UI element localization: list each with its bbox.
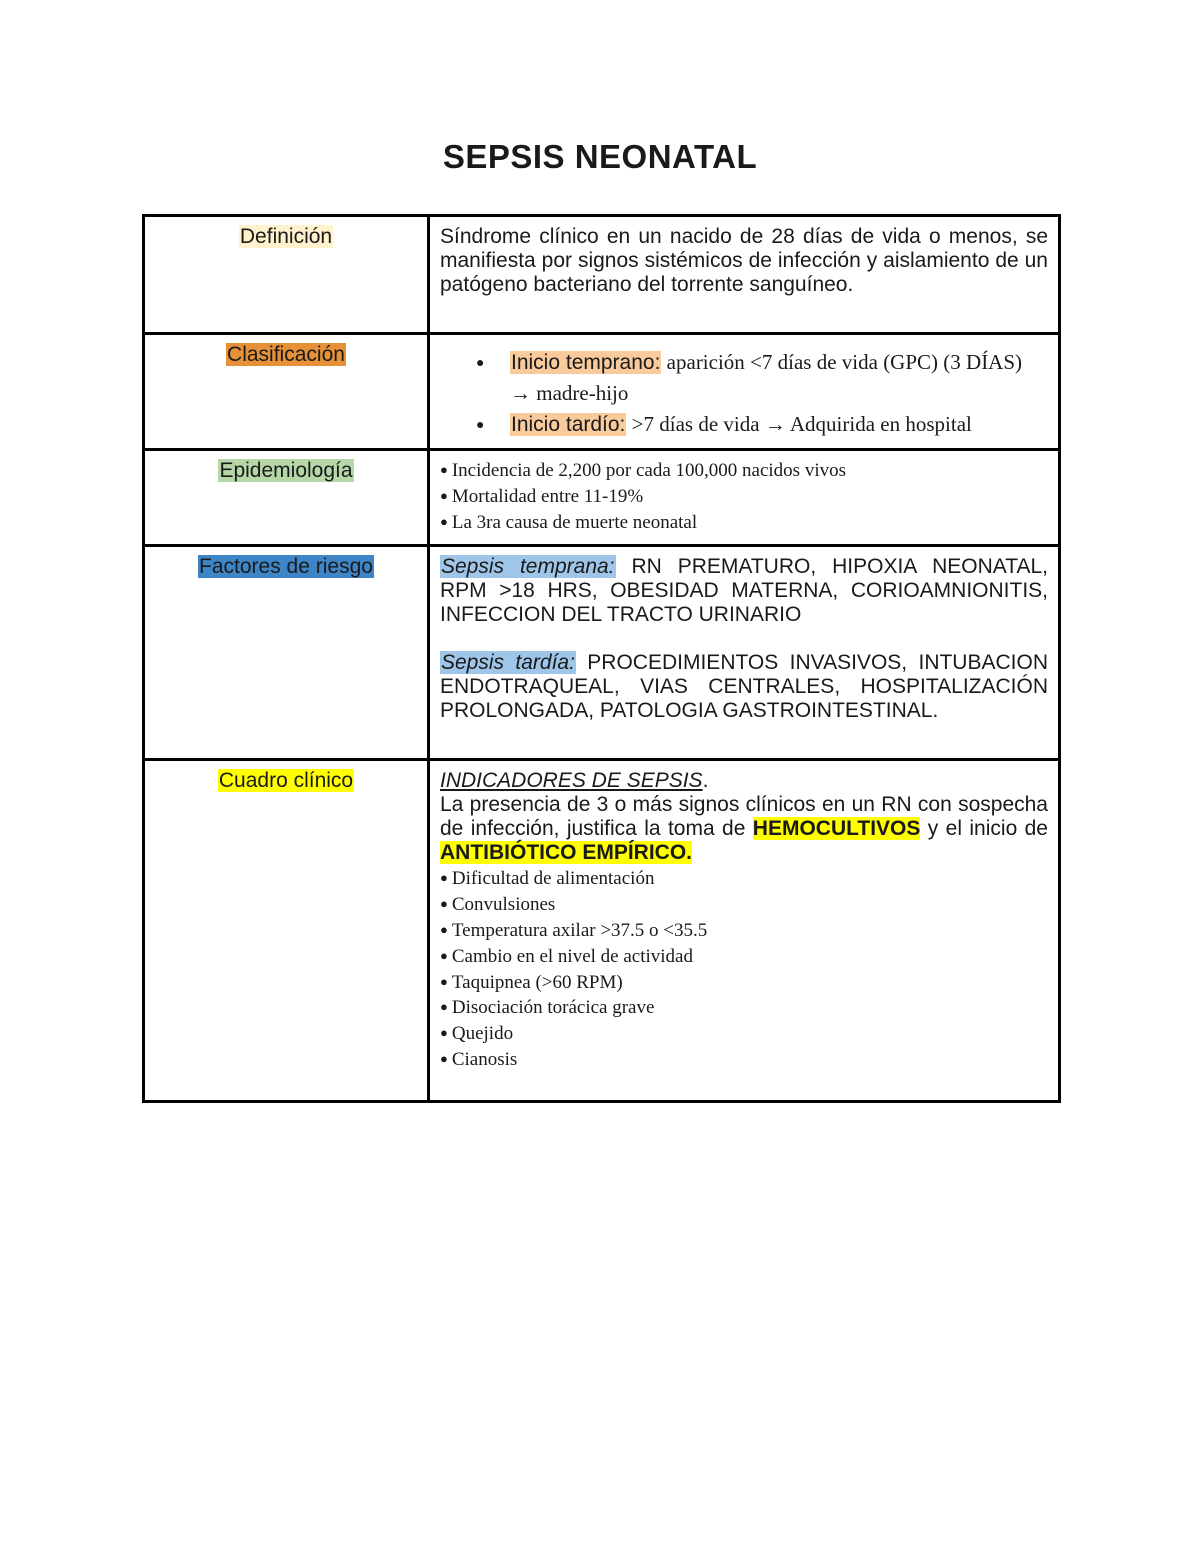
sepsis-table [142,214,1061,1103]
factores-tardia [440,651,1048,723]
cuadro-heading-punct: . [702,769,709,793]
cuadro-heading-text: INDICADORES DE SEPSIS [440,769,703,793]
row-definicion [144,216,1060,334]
clasificacion-tag: Inicio temprano: [511,351,661,374]
factores-tardia-text: PROCEDIMIENTOS INVASIVOS, INTUBACION ENDOTRAQUEAL, VIAS CENTRALES, HOSPITALIZACIÓN PROLONGADA, PATOLOGIA GASTROINTESTINAL. [440,651,1048,723]
list-item: ● La 3ra causa de muerte neonatal [440,511,1048,537]
content-epidemiologia [429,450,1060,546]
list-item: ● Cambio en el nivel de actividad [440,945,1048,971]
clasificacion-text: >7 días de vida → Adquirida en hospital [626,412,972,436]
factores-temprana-tag: Sepsis temprana: [441,555,615,579]
cuadro-antibiotico: ANTIBIÓTICO EMPÍRICO. [440,841,692,865]
list-item: ● Disociación torácica grave [440,996,1048,1022]
list-item: ● Dificultad de alimentación [440,867,1048,893]
list-item: ● Mortalidad entre 11-19% [440,485,1048,511]
factores-temprana [440,555,1048,627]
content-factores [429,546,1060,760]
factores-tardia-tag: Sepsis tardía: [441,651,575,675]
clasificacion-text: aparición <7 días de vida (GPC) (3 DÍAS) → madre-hijo [510,350,1023,405]
label-cell-factores [144,546,429,760]
cuadro-mid-text: y el inicio de [920,817,1048,841]
label-factores: Factores de riesgo [199,555,373,579]
cuadro-intro [440,793,1048,865]
label-cell-clasificacion [144,334,429,450]
label-cell-definicion [144,216,429,334]
list-item: ● Cianosis [440,1048,1048,1074]
row-factores [144,546,1060,760]
list-item: ● Temperatura axilar >37.5 o <35.5 [440,919,1048,945]
label-cell-epidemiologia [144,450,429,546]
row-epidemiologia [144,450,1060,546]
page-title: SEPSIS NEONATAL [442,138,758,175]
content-cuadro [429,760,1060,1102]
list-item: ● Incidencia de 2,200 por cada 100,000 nacidos vivos [440,459,1048,485]
label-clasificacion: Clasificación [227,343,345,366]
row-cuadro [144,760,1060,1102]
cuadro-hemocultivos: HEMOCULTIVOS [752,817,921,841]
definicion-text: Síndrome clínico en un nacido de 28 días de vida o menos, se manifiesta por signos sistémicos de infección y aislamiento de un patógeno bacteriano del torrente sanguíneo. [440,225,1048,296]
row-clasificacion [144,334,1060,450]
epidemiologia-list [440,459,1048,536]
label-cuadro: Cuadro clínico [218,769,354,793]
clasificacion-tag: Inicio tardío: [511,413,626,436]
list-item: ● Taquipnea (>60 RPM) [440,971,1048,997]
content-clasificacion [429,334,1060,450]
label-definicion: Definición [239,225,333,248]
factores-temprana-text: RN PREMATURO, HIPOXIA NEONATAL, RPM >18 HRS, OBESIDAD MATERNA, CORIOAMNIONITIS, INFECCION DEL TRACTO URINARIO [440,555,1049,627]
label-epidemiologia: Epidemiología [219,459,353,482]
label-cell-cuadro [144,760,429,1102]
cuadro-list [440,867,1048,1073]
list-item [476,347,1048,409]
cuadro-intro-text: La presencia de 3 o más signos clínicos en un RN con sospecha de infección, justifica la toma de [440,793,1048,841]
content-definicion [429,216,1060,334]
list-item: ● Convulsiones [440,893,1048,919]
list-item [476,409,1048,440]
list-item: ● Quejido [440,1022,1048,1048]
cuadro-heading [440,769,1048,793]
clasificacion-list [440,347,1048,440]
